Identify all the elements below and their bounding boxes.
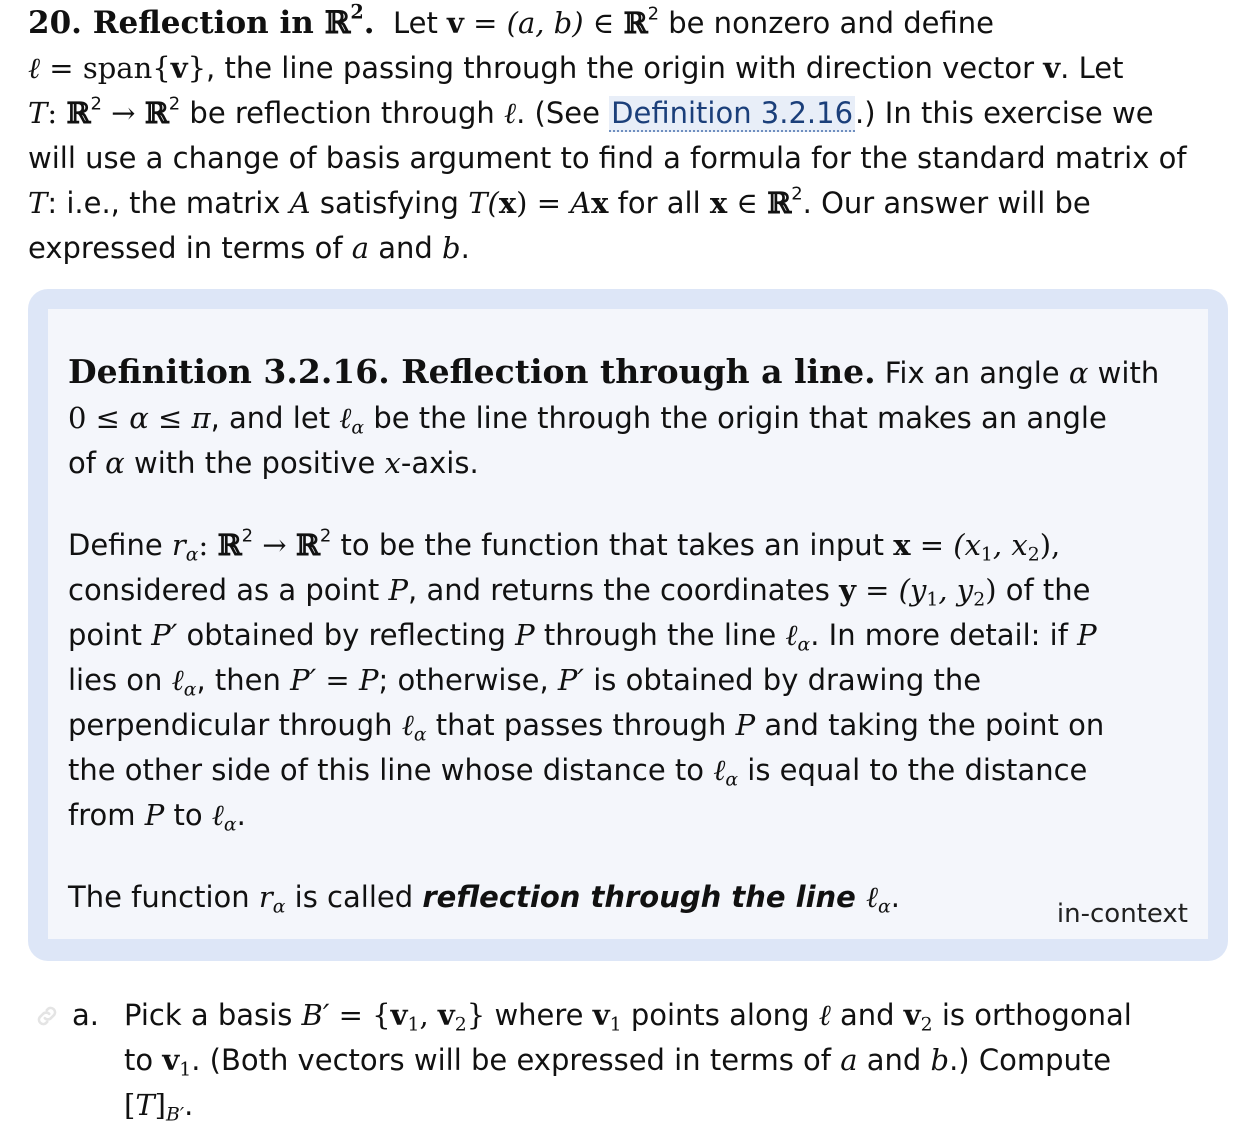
definition-paragraph-1: Definition 3.2.16. Reflection through a line. Fix an angle α with 0 ≤ α ≤ π, and let ℓ$_\alpha$ be the line through the origin that makes an angle of α with the positive x-axis. — [68, 352, 1160, 480]
defined-term: reflection through the line — [422, 880, 866, 914]
definition-knowl — [28, 289, 1228, 961]
exercise-part-a — [28, 993, 1228, 1128]
part-a-body: Pick a basis $B' = \{v_1$, $v_2$} where $v_1$ points along ℓ and $v_2$ is orthogonal to $v_1$. (Both vectors will be expressed in terms of a and b.) Compute $[T]_{B'}$. — [124, 998, 1132, 1126]
definition-knowl-body — [48, 309, 1208, 939]
definition-paragraph-3: The function $r_\alpha$ is called reflection through the line ℓ$_\alpha$. — [68, 880, 900, 918]
in-context-link[interactable]: in-context — [1056, 899, 1188, 929]
definition-title: Definition 3.2.16. Reflection through a line. — [68, 352, 876, 391]
definition-content — [68, 349, 1198, 920]
exercise-title: 20. Reflection in ℝ$^2$. — [28, 0, 375, 41]
exercise-statement: 20. Reflection in ℝ$^2$. Let v = (a, b) ∈ ℝ$^2$ be nonzero and define ℓ = span{v}, the line passing through the origin with direction vector v. Let T: ℝ$^2$ → ℝ$^2$ be reflection through ℓ. (See Definition 3.2.16.) In this exercise we will use a change of basis argument to find a formula for the standard matrix of T: i.e., the matrix A satisfying T(x) = Ax for all x ∈ ℝ$^2$. Our answer will be expressed in terms of a and b. — [28, 0, 1187, 265]
definition-paragraph-2: Define $r_\alpha$: ℝ$^2$ → ℝ$^2$ to be the function that takes an input $x = (x_1$, $x_2$), considered as a point P, and returns the coordinates $y = (y_1$, $y_2$) of the point P′ obtained by reflecting P through the line ℓ$_\alpha$. In more detail: if P lies on ℓ$_\alpha$, then P′ = P; otherwise, P′ is obtained by drawing the perpendicular through ℓ$_\alpha$ that passes through P and taking the point on the other side of this line whose distance to ℓ$_\alpha$ is equal to the distance from P to ℓ$_\alpha$. — [68, 525, 1105, 836]
link-icon[interactable] — [34, 1003, 60, 1029]
definition-xref-link[interactable]: Definition 3.2.16 — [611, 96, 854, 130]
part-a-marker: a. — [72, 998, 99, 1032]
